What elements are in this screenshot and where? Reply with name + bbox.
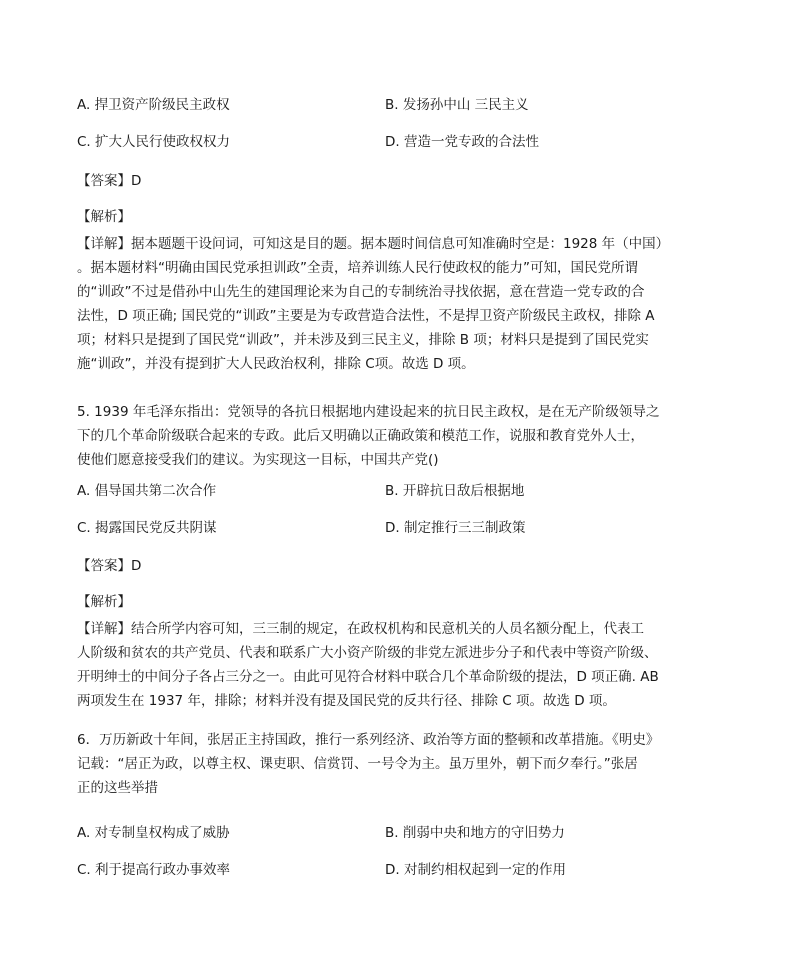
q4-detail-line: 。据本题材料“明确由国民党承担训政”全责，培养训练人民行使政权的能力”可知，国民党所谓 — [77, 260, 638, 276]
q4-detail-line: 项；材料只是提到了国民党“训政”，并未涉及到三民主义，排除 B 项；材料只是提到了国民党实 — [77, 332, 649, 348]
q6-option-d: D. 对制约相权起到一定的作用 — [385, 862, 566, 878]
q5-detail-line: 开明绅士的中间分子各占三分之一。由此可见符合材料中联合几个革命阶级的提法，D 项正确. AB — [77, 669, 659, 685]
q6-stem-line: 记载：“居正为政，以尊主权、课吏职、信赏罚、一号令为主。虽万里外，朝下而夕奉行。”张居 — [77, 756, 638, 772]
q4-detail — [77, 232, 717, 376]
q5-detail-line: 两项发生在 1937 年，排除；材料并没有提及国民党的反共行径、排除 C 项。故选 D 项。 — [77, 693, 616, 709]
q5-answer: 【答案】D — [77, 558, 142, 574]
q5-stem-line: 5. 1939 年毛泽东指出：党领导的各抗日根据地内建设起来的抗日民主政权，是在无产阶级领导之 — [77, 404, 660, 420]
q4-detail-line: 【详解】据本题题干设问词，可知这是目的题。据本题时间信息可知准确时空是：1928 年（中国） — [77, 236, 670, 252]
q6-stem-line: 6．万历新政十年间，张居正主持国政，推行一系列经济、政治等方面的整顿和改革措施。《明史》 — [77, 732, 660, 748]
q4-detail-line: 法性，D 项正确; 国民党的“训政”主要是为专政营造合法性，不是捍卫资产阶级民主政权，排除 A — [77, 308, 655, 324]
q4-option-b: B. 发扬孙中山 三民主义 — [385, 97, 529, 113]
q4-detail-line: 的“训政”不过是借孙中山先生的建国理论来为自己的专制统治寻找依据，意在营造一党专政的合 — [77, 284, 645, 300]
q6-stem-line: 正的这些举措 — [77, 780, 158, 796]
q4-option-d: D. 营造一党专政的合法性 — [385, 134, 539, 150]
q5-option-d: D. 制定推行三三制政策 — [385, 520, 526, 536]
q5-analysis-label: 【解析】 — [77, 594, 131, 610]
q5-stem-line: 下的几个革命阶级联合起来的专政。此后又明确以正确政策和模范工作，说服和教育党外人士， — [77, 428, 644, 444]
q4-option-a: A. 捍卫资产阶级民主政权 — [77, 97, 230, 113]
q6-option-a: A. 对专制皇权构成了威胁 — [77, 825, 230, 841]
q4-answer: 【答案】D — [77, 173, 142, 189]
q5-option-b: B. 开辟抗日敌后根据地 — [385, 483, 525, 499]
q5-option-a: A. 倡导国共第二次合作 — [77, 483, 217, 499]
q5-stem — [77, 400, 717, 472]
q4-option-c: C. 扩大人民行使政权权力 — [77, 134, 231, 150]
q5-option-c: C. 揭露国民党反共阴谋 — [77, 520, 217, 536]
q5-detail-line: 人阶级和贫农的共产党员、代表和联系广大小资产阶级的非党左派进步分子和代表中等资产阶级、 — [77, 645, 658, 661]
q6-stem — [77, 728, 717, 800]
q6-option-c: C. 利于提高行政办事效率 — [77, 862, 231, 878]
q5-detail — [77, 617, 717, 713]
q4-detail-line: 施“训政”，并没有提到扩大人民政治权利，排除 C项。故选 D 项。 — [77, 356, 475, 372]
q5-detail-line: 【详解】结合所学内容可知，三三制的规定，在政权机构和民意机关的人员名额分配上，代表工 — [77, 621, 644, 637]
q6-option-b: B. 削弱中央和地方的守旧势力 — [385, 825, 565, 841]
q4-analysis-label: 【解析】 — [77, 209, 131, 225]
q5-stem-line: 使他们愿意接受我们的建议。为实现这一目标，中国共产党() — [77, 452, 439, 468]
